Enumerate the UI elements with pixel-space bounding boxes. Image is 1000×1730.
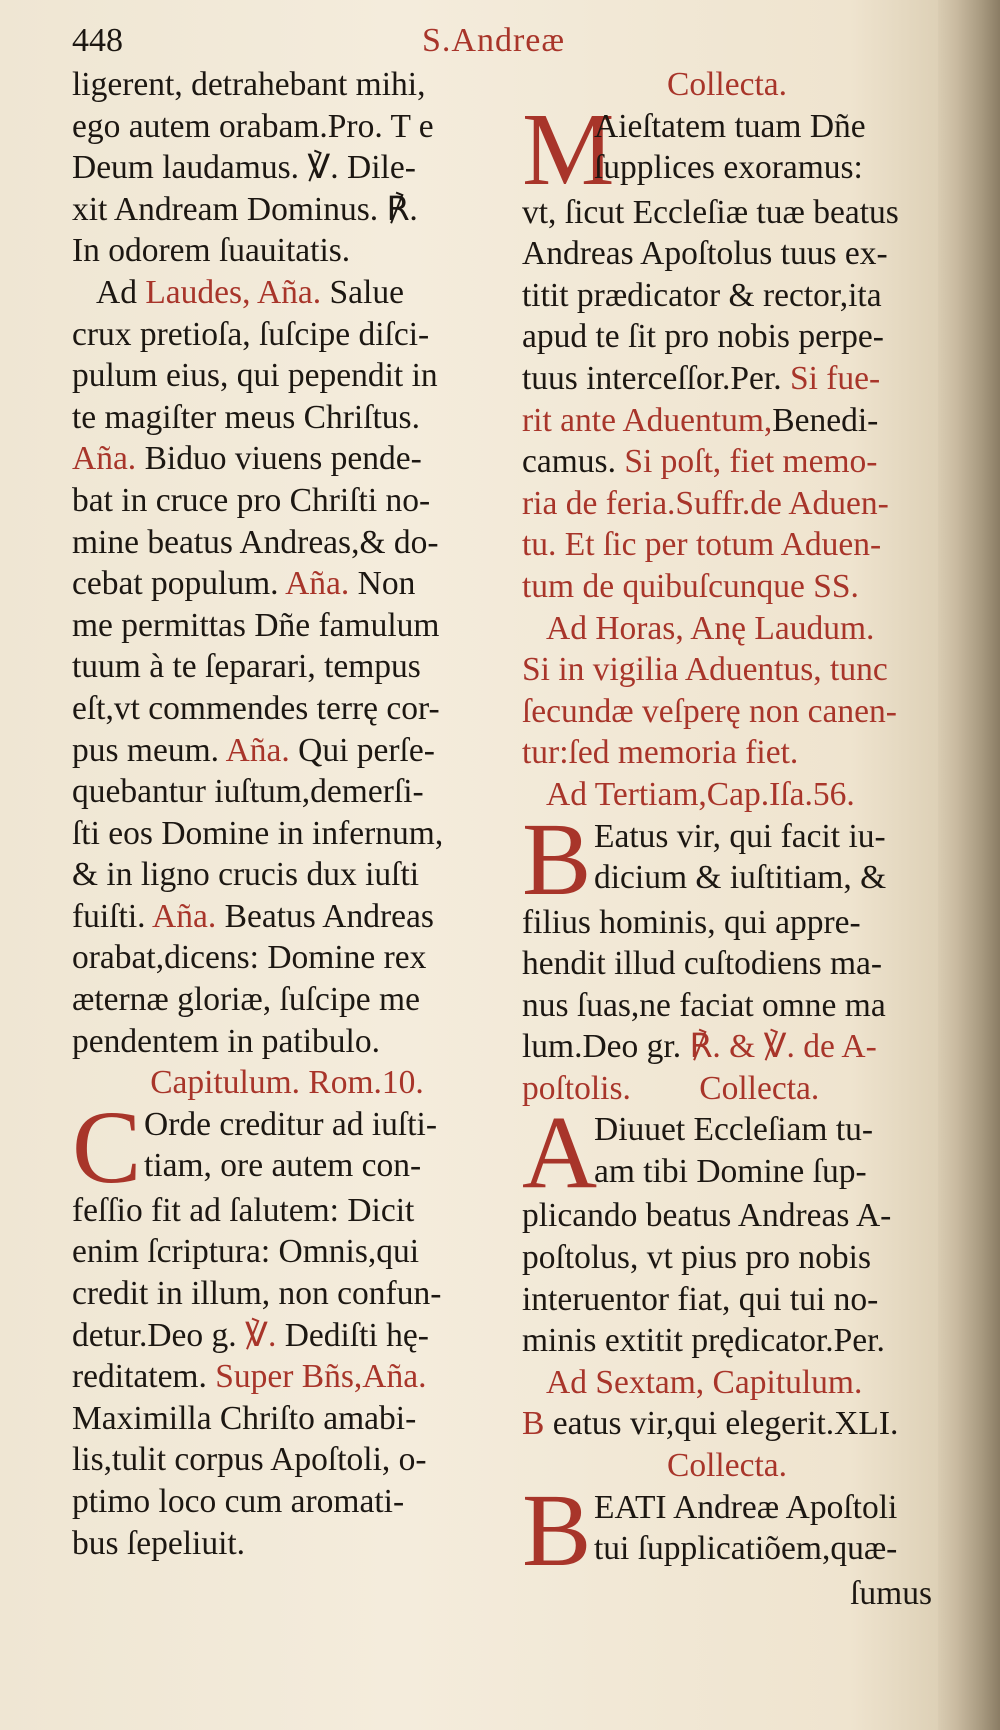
antiphon-line xyxy=(72,896,502,938)
text-line: xit Andream Dominus. ℟. xyxy=(72,190,418,228)
text-line: Eatus vir, qui facit iu- xyxy=(594,817,886,855)
text-line: apud te ſit pro nobis perpe- xyxy=(522,318,884,356)
text-line: In odorem ſuauitatis. xyxy=(72,232,351,270)
rubric-span: Si fue- xyxy=(789,359,881,397)
text-line: EATI Andreæ Apoſtoli xyxy=(594,1488,898,1526)
super-line xyxy=(72,1356,502,1398)
capitulum-initial-block xyxy=(72,1104,502,1190)
text-line: enim ſcriptura: Omnis,qui xyxy=(72,1233,420,1271)
text-span: Biduo viuens pende- xyxy=(144,440,422,478)
tertiam-initial-block xyxy=(522,816,932,902)
text-span: Benedi- xyxy=(772,401,879,439)
text-line: Andreas Apoſtolus tuus ex- xyxy=(522,235,888,273)
adventum-line xyxy=(522,400,932,442)
text-line: Deum laudamus. ℣. Dile- xyxy=(72,149,416,187)
text-line: ego autem orabam.Pro. T e xyxy=(72,107,434,145)
rubric-span: Añа. xyxy=(72,440,137,478)
versicle-line xyxy=(72,1315,502,1357)
text-span: Beatus Andreas xyxy=(224,897,434,935)
drop-cap-a: A xyxy=(522,1109,598,1196)
text-line: tuum à te ſeparari, tempus xyxy=(72,648,421,686)
text-line: Diuuet Eccleſiam tu- xyxy=(594,1111,874,1149)
text-span: eatus vir,qui elegerit.XLI. xyxy=(552,1405,899,1443)
page-edge xyxy=(938,0,1000,1730)
text-span: Ad xyxy=(96,273,137,311)
text-span: camus. xyxy=(522,443,616,481)
text-line: filius hominis, qui appre- xyxy=(522,903,861,941)
text-span: Qui perſe- xyxy=(298,731,435,769)
text-line: titit prædicator & rector,ita xyxy=(522,276,882,314)
left-column xyxy=(72,64,502,1564)
catchword: ſumus xyxy=(850,1574,932,1612)
text-span: lum.Deo gr. xyxy=(522,1028,682,1066)
text-line: crux pretioſa, ſuſcipe diſci- xyxy=(72,315,430,353)
capitulum-heading: Capitulum. Rom.10. xyxy=(150,1064,424,1102)
collect-a-initial-block xyxy=(522,1109,932,1195)
running-title: S.Andreæ xyxy=(422,22,566,59)
text-line: nus ſuas,ne faciat omne ma xyxy=(522,986,886,1024)
text-span: tuus interceſſor.Per. xyxy=(522,359,782,397)
rubric-span: poſtolis. xyxy=(522,1069,631,1107)
text-line: bus ſepeliuit. xyxy=(72,1524,246,1562)
drop-cap-m: M xyxy=(522,105,615,192)
drop-cap-c: C xyxy=(72,1103,142,1190)
text-line: quebantur iuſtum,demerſi- xyxy=(72,773,424,811)
rubric-span: ℣. xyxy=(245,1316,277,1354)
text-line: hendit illud cuſtodiens ma- xyxy=(522,945,883,983)
rubric-span: Añа. xyxy=(225,731,290,769)
rubric-heading: Ad Tertiam,Cap.Iſa.56. xyxy=(546,775,855,813)
text-line: Orde creditur ad iuſti- xyxy=(144,1105,438,1143)
text-line: poſtolus, vt pius pro nobis xyxy=(522,1239,871,1277)
text-line: ptimo loco cum aromati- xyxy=(72,1483,405,1520)
text-span: fuiſti. xyxy=(72,897,146,935)
drop-cap-b2: B xyxy=(522,1486,592,1573)
text-line: tiam, ore autem con- xyxy=(144,1147,422,1185)
text-line: am tibi Domine ſup- xyxy=(594,1153,867,1191)
rubric-line: Si in vigilia Aduentus, tunc xyxy=(522,651,888,689)
text-span: Dediſti hę- xyxy=(284,1316,429,1354)
sextam-heading: Ad Sextam, Capitulum. xyxy=(546,1363,863,1401)
text-line: Aieſtatem tuam Dñe xyxy=(594,107,866,145)
antiphon-line xyxy=(72,438,502,480)
text-line: pendentem in patibulo. xyxy=(72,1022,380,1060)
rubric-line: tu. Et ſic per totum Aduen- xyxy=(522,526,882,564)
right-column xyxy=(522,64,932,1614)
text-line: lis,tulit corpus Apoſtoli, o- xyxy=(72,1441,427,1479)
rubric-span: Laudes, Añа. xyxy=(145,273,322,311)
text-line: feſſio fit ad ſalutem: Dicit xyxy=(72,1191,415,1229)
text-span: cebat populum. xyxy=(72,565,279,603)
text-span: Non xyxy=(357,565,416,603)
camus-line xyxy=(522,441,932,483)
text-line: ſupplices exoramus: xyxy=(594,149,863,187)
text-line: mine beatus Andreas,& do- xyxy=(72,523,439,561)
rubric-span: Añа. xyxy=(152,897,217,935)
apostolis-line xyxy=(522,1068,932,1110)
rubric-line: ria de feria.Suffr.de Aduen- xyxy=(522,484,889,522)
deo-line xyxy=(522,1026,932,1068)
page-number: 448 xyxy=(72,22,123,59)
collecta-heading: Collecta. xyxy=(667,66,787,103)
text-line: orabat,dicens: Domine rex xyxy=(72,939,427,977)
rubric-span: Si poſt, fiet memo- xyxy=(624,443,878,481)
rubric-span: ℟. & ℣. de A- xyxy=(689,1028,877,1066)
collect-b2-initial-block xyxy=(522,1487,932,1573)
text-line: tui ſupplicatiõem,quæ- xyxy=(594,1530,898,1568)
rubric-line: tum de quibuſcunque SS. xyxy=(522,567,859,605)
text-line: æternæ gloriæ, ſuſcipe me xyxy=(72,981,420,1019)
collecta-heading: Collecta. xyxy=(667,1447,787,1485)
rubric-heading: Ad Horas, Anę Laudum. xyxy=(546,609,875,647)
text-line: Maximilla Chriſto amabi- xyxy=(72,1399,417,1437)
text-span: pus meum. xyxy=(72,731,220,769)
drop-cap-b: B xyxy=(522,815,592,902)
text-span: Salue xyxy=(329,273,404,311)
text-line: pulum eius, qui pependit in xyxy=(72,357,438,395)
antiphon-line xyxy=(72,563,502,605)
text-line: ligerent, detrahebant mihi, xyxy=(72,66,426,103)
rubric-span: Super Bñs,Añа. xyxy=(215,1358,427,1396)
rubric-span: Añа. xyxy=(285,565,350,603)
per-line xyxy=(522,358,932,400)
collect-initial-block xyxy=(522,106,932,192)
text-line: credit in illum, non confun- xyxy=(72,1275,442,1313)
text-line: vt, ſicut Eccleſiæ tuæ beatus xyxy=(522,193,899,231)
rubric-line: ſecundæ veſperę non canen- xyxy=(522,692,897,730)
text-line: te magiſter meus Chriſtus. xyxy=(72,398,420,436)
text-line: dicium & iuſtitiam, & xyxy=(594,859,887,897)
rubric-span: rit ante Aduentum, xyxy=(522,401,773,439)
text-line: eſt,vt commendes terrę cor- xyxy=(72,689,440,727)
rubric-span: B xyxy=(522,1405,545,1443)
running-head xyxy=(72,14,932,64)
text-line: interuentor fiat, qui tui no- xyxy=(522,1280,879,1318)
text-line: me permittas Dñe famulum xyxy=(72,606,440,644)
b-line xyxy=(522,1403,932,1445)
antiphon-line xyxy=(72,730,502,772)
rubric-line: tur:ſed memoria fiet. xyxy=(522,734,799,772)
laudes-line xyxy=(72,272,502,314)
text-line: plicando beatus Andreas A- xyxy=(522,1197,892,1235)
text-line: ſti eos Domine in infernum, xyxy=(72,814,444,852)
text-span: detur.Deo g. xyxy=(72,1316,237,1354)
text-line: bat in cruce pro Chriſti no- xyxy=(72,481,431,519)
collecta-heading: Collecta. xyxy=(699,1069,820,1107)
text-span: reditatem. xyxy=(72,1358,207,1396)
text-line: & in ligno crucis dux iuſti xyxy=(72,856,420,894)
text-line: minis extitit prędicator.Per. xyxy=(522,1322,885,1360)
